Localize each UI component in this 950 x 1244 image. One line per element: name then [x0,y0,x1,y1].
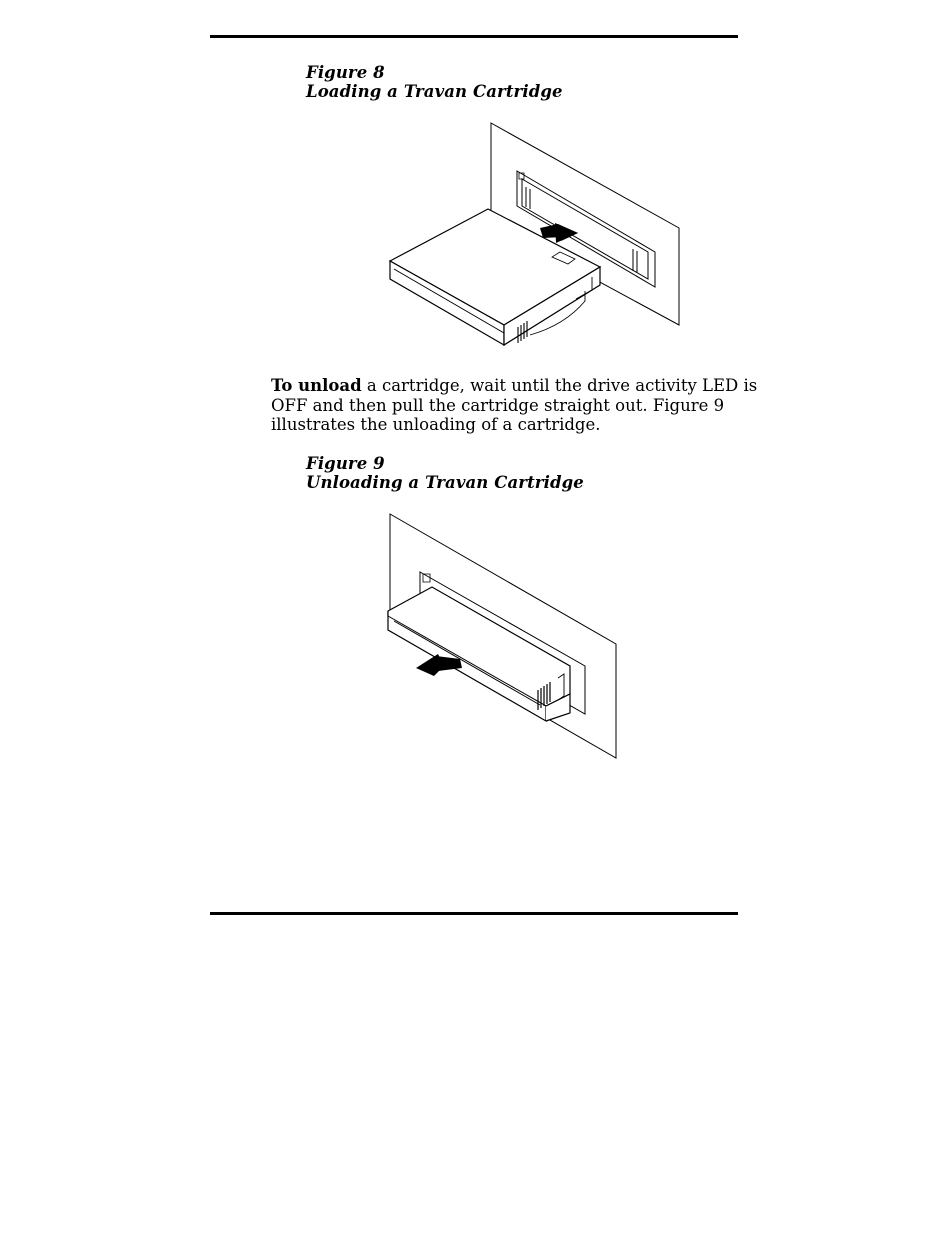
figure-9-number: Figure 9 [306,454,385,473]
figure-9-caption [306,454,584,492]
figure-8-title: Loading a Travan Cartridge [306,82,563,101]
top-rule [210,35,738,38]
figure-8-number: Figure 8 [306,63,385,82]
unload-line-1: a cartridge, wait until the drive activity LED is [361,376,758,395]
bottom-rule [210,912,738,915]
figure-9-illustration [380,508,625,763]
unload-line-2: OFF and then pull the cartridge straight out. Figure 9 [271,395,725,415]
figure-9-title: Unloading a Travan Cartridge [306,473,584,492]
figure-8-caption [306,63,563,101]
figure-8-illustration [380,115,690,360]
unload-line-3: illustrates the unloading of a cartridge. [271,415,601,434]
unload-paragraph [271,376,758,435]
unload-lead: To unload [271,376,362,395]
